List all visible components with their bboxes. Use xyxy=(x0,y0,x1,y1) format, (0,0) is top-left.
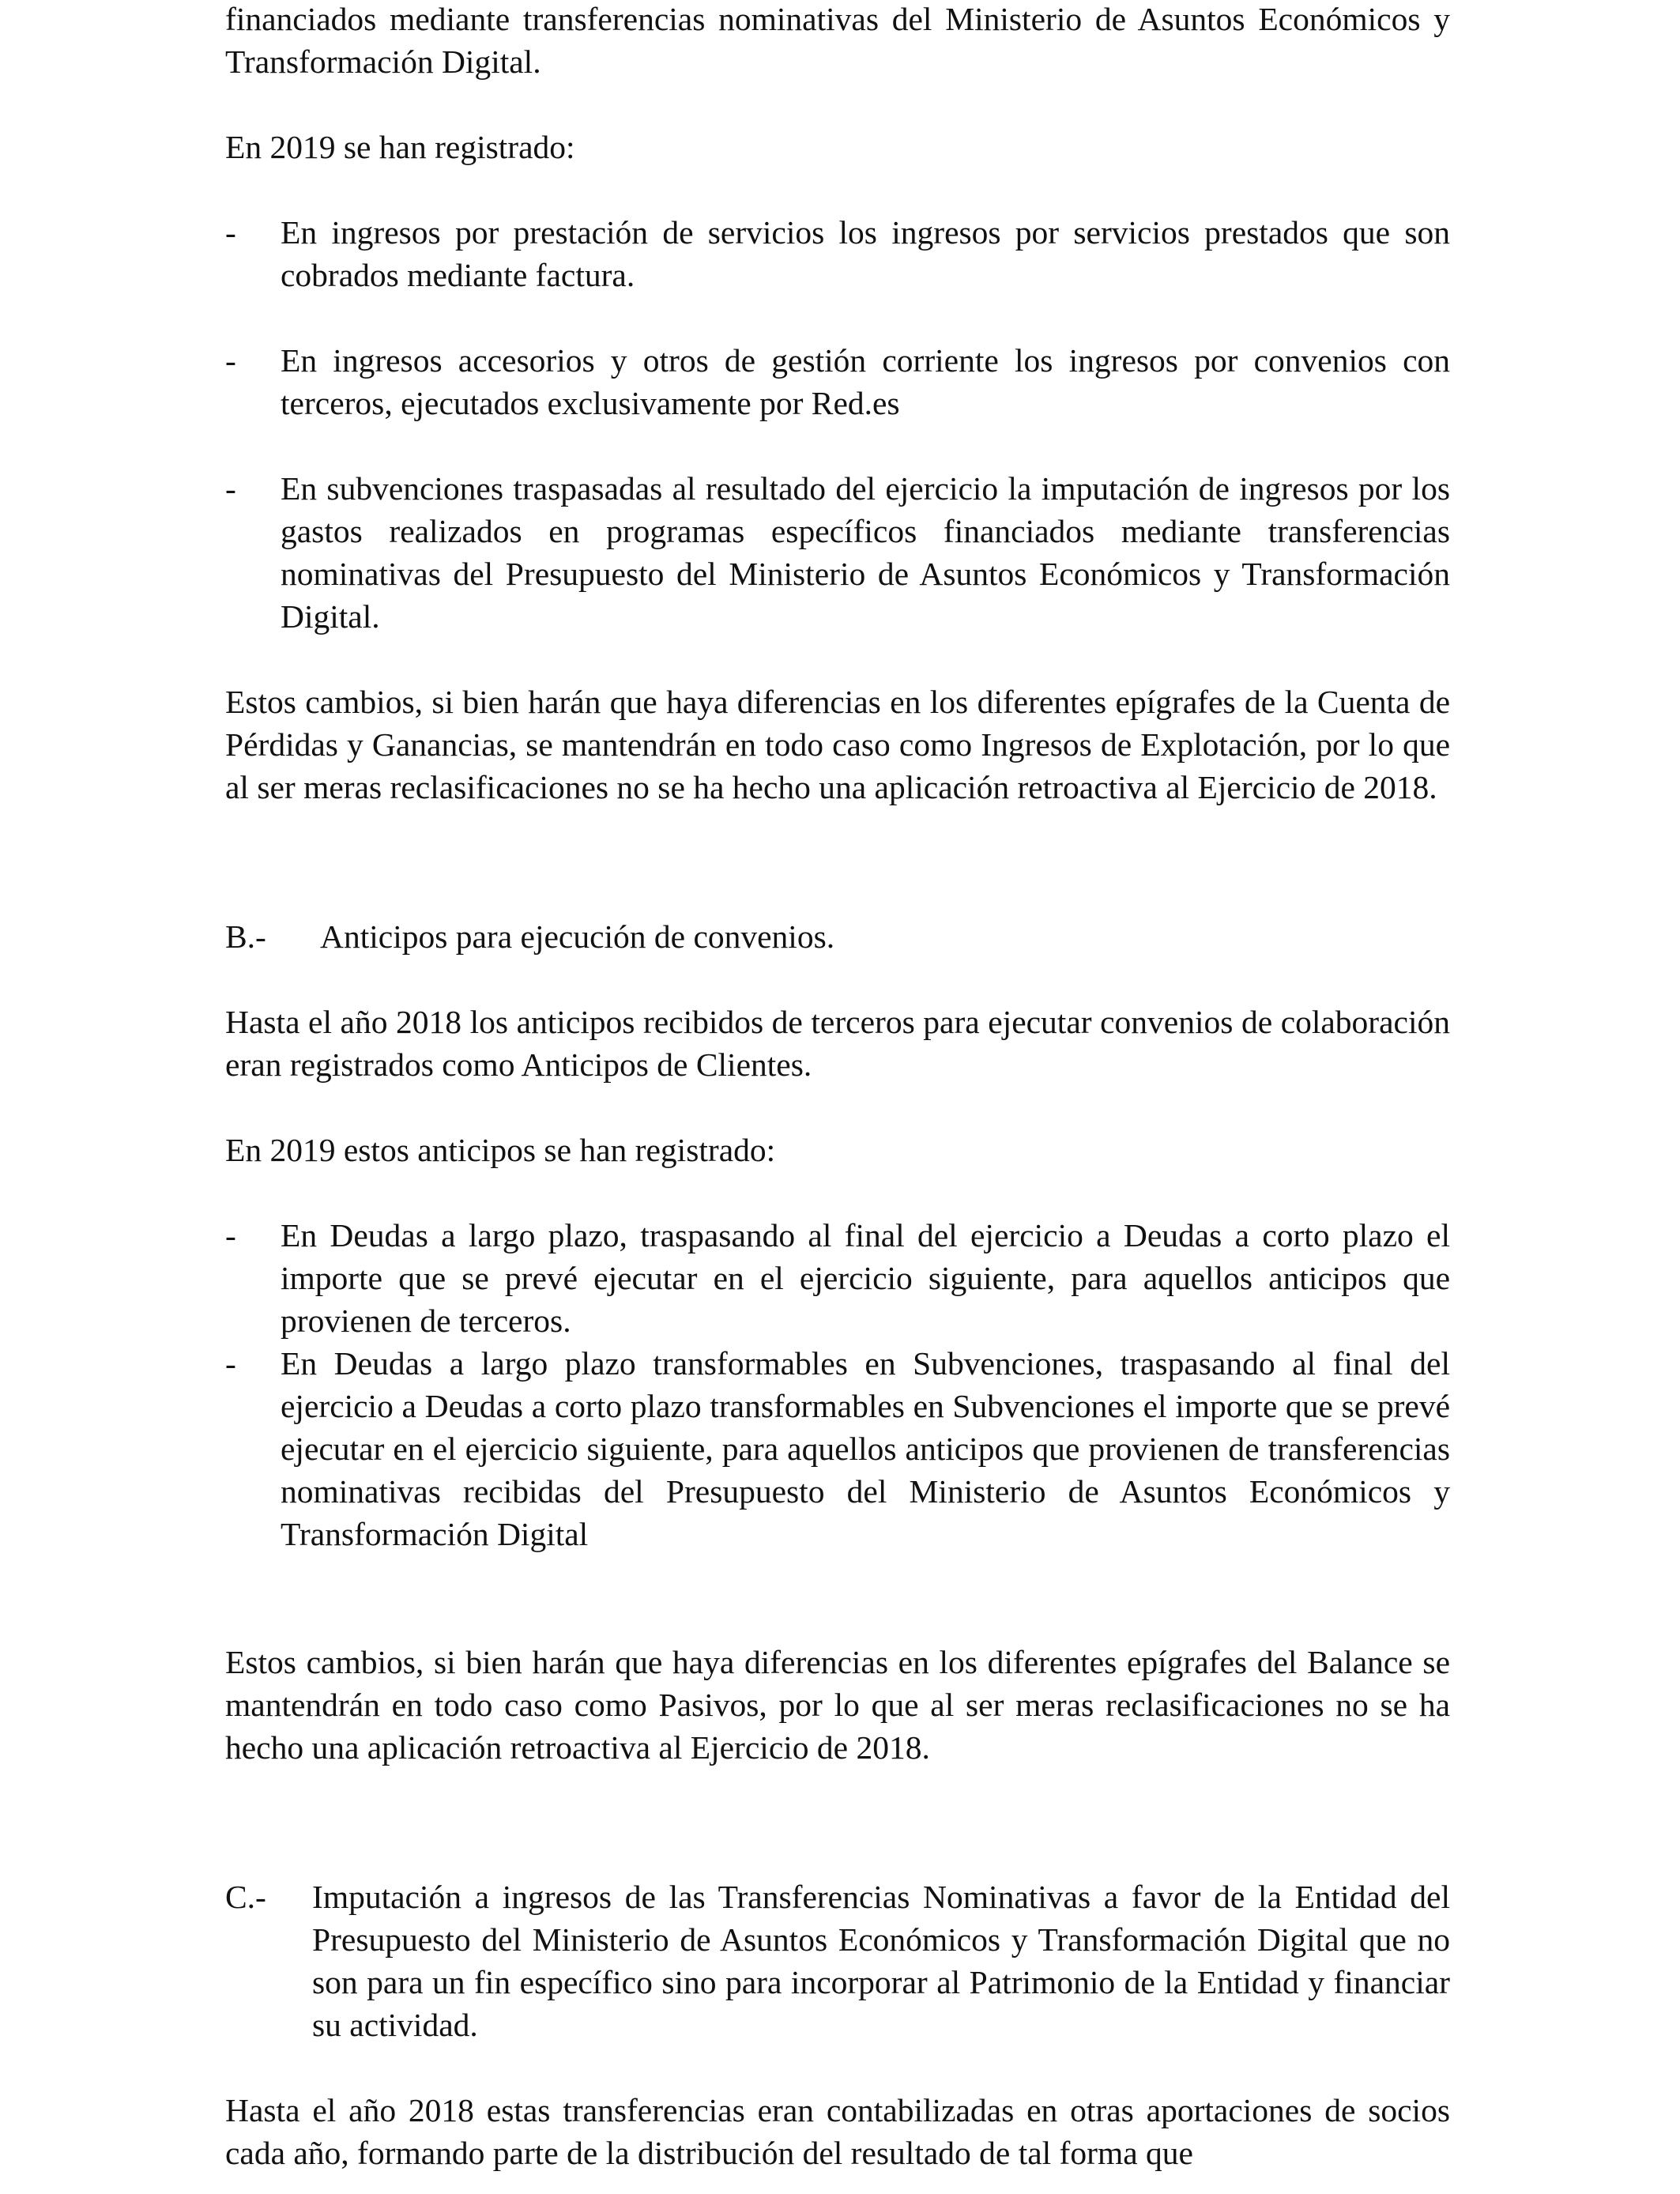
paragraph-transferencias-2018: Hasta el año 2018 estas transferencias eran contabilizadas en otras aportaciones de socios cada año, formando parte de la distribución del resultado de tal forma que xyxy=(225,2092,1450,2171)
section-heading-b xyxy=(225,915,1450,958)
bullet-dash: - xyxy=(225,470,236,507)
paragraph-balance-changes: Estos cambios, si bien harán que haya diferencias en los diferentes epígrafes del Balance se mantendrán en todo caso como Pasivos, por lo que al ser meras reclasificaciones no se ha hecho una aplicación retroactiva al Ejercicio de 2018. xyxy=(225,1644,1450,1766)
bullet-dash: - xyxy=(225,342,236,379)
bullet-item xyxy=(225,339,1450,424)
bullet-text: En Deudas a largo plazo transformables en Subvenciones, traspasando al final del ejercicio a Deudas a corto plazo transformables en Subvenciones el importe que se prevé ejecutar en el ejercicio siguiente, para aquellos anticipos que provienen de transferencias nominativas recibidas del Presupuesto del Ministerio de Asuntos Económicos y Transformación Digital xyxy=(281,1345,1450,1552)
section-marker: B.- xyxy=(225,918,266,955)
bullet-text: En ingresos accesorios y otros de gestión corriente los ingresos por convenios con terceros, ejecutados exclusivamente por Red.es xyxy=(281,342,1450,421)
bullet-text: En Deudas a largo plazo, traspasando al final del ejercicio a Deudas a corto plazo el importe que se prevé ejecutar en el ejercicio siguiente, para aquellos anticipos que provienen de terceros. xyxy=(281,1217,1450,1339)
bullet-dash: - xyxy=(225,214,236,251)
paragraph-cuenta-changes: Estos cambios, si bien harán que haya diferencias en los diferentes epígrafes de la Cuenta de Pérdidas y Ganancias, se mantendrán en todo caso como Ingresos de Explotación, por lo que al ser meras reclasificaciones no se ha hecho una aplicación retroactiva al Ejercicio de 2018. xyxy=(225,684,1450,805)
document-page xyxy=(225,0,1450,2174)
paragraph-intro-continuation: financiados mediante transferencias nominativas del Ministerio de Asuntos Económicos y Transformación Digital. xyxy=(225,1,1450,80)
paragraph-anticipos-2018: Hasta el año 2018 los anticipos recibidos de terceros para ejecutar convenios de colaboración eran registrados como Anticipos de Clientes. xyxy=(225,1004,1450,1083)
section-heading-c xyxy=(225,1875,1450,2046)
bullet-text: En ingresos por prestación de servicios los ingresos por servicios prestados que son cobrados mediante factura. xyxy=(281,214,1450,293)
bullet-dash: - xyxy=(225,1217,236,1253)
paragraph-2019-registered: En 2019 se han registrado: xyxy=(225,129,575,165)
section-title: Imputación a ingresos de las Transferencias Nominativas a favor de la Entidad del Presupuesto del Ministerio de Asuntos Económicos y Transformación Digital que no son para un fin específico sino para incorporar al Patrimonio de la Entidad y financiar su actividad. xyxy=(312,1879,1450,2043)
bullet-text: En subvenciones traspasadas al resultado del ejercicio la imputación de ingresos por los gastos realizados en programas específicos financiados mediante transferencias nominativas del Presupuesto del Ministerio de Asuntos Económicos y Transformación Digital. xyxy=(281,470,1450,635)
section-marker: C.- xyxy=(225,1879,266,1915)
bullet-dash: - xyxy=(225,1345,236,1382)
bullet-item xyxy=(225,211,1450,296)
section-title: Anticipos para ejecución de convenios. xyxy=(320,918,835,955)
paragraph-anticipos-2019: En 2019 estos anticipos se han registrado: xyxy=(225,1132,776,1168)
bullet-item xyxy=(225,1214,1450,1342)
bullet-item xyxy=(225,1342,1450,1555)
bullet-item xyxy=(225,467,1450,638)
